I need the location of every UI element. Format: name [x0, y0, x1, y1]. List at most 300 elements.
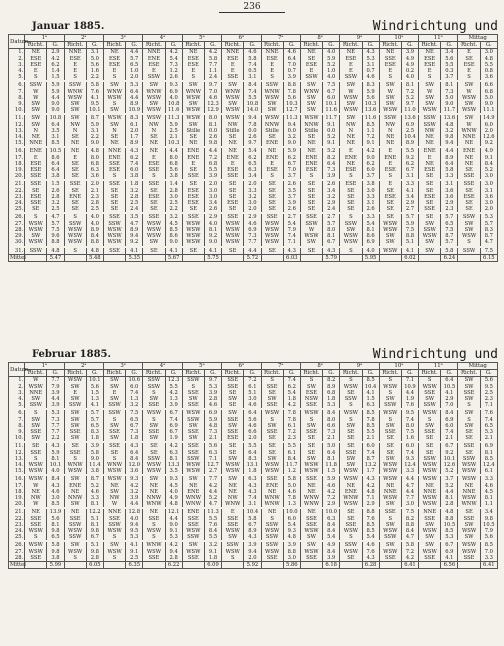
direction-cell: E [458, 68, 480, 74]
speed-cell: 4.0 [47, 468, 64, 474]
direction-cell: SE [261, 200, 283, 206]
direction-cell: SSE [261, 214, 283, 220]
direction-cell: WSW [182, 549, 204, 555]
direction-cell: WSW [419, 233, 441, 239]
direction-cell: NE [261, 489, 283, 495]
speed-cell: 6.0 [323, 95, 340, 101]
direction-cell: SE [379, 206, 401, 212]
speed-cell: 9.5 [480, 384, 497, 390]
speed-cell: 9.8 [441, 134, 458, 140]
hour-header: 5ᵃ [182, 35, 221, 42]
speed-cell: 7.2 [401, 89, 418, 95]
mittel-value: 6.18 [323, 562, 340, 569]
speed-cell: 11.3 [283, 115, 300, 121]
speed-cell: 7.1 [204, 456, 221, 462]
direction-cell: SE [458, 206, 480, 212]
speed-cell: 3.7 [362, 173, 379, 179]
speed-cell: 7.5 [401, 429, 418, 435]
direction-cell: S [300, 173, 322, 179]
speed-cell: 2.5 [165, 200, 182, 206]
direction-cell: SSW [103, 410, 125, 416]
direction-cell: S [143, 173, 165, 179]
speed-cell: 8.4 [323, 528, 340, 534]
speed-cell: 8.8 [47, 239, 64, 245]
speed-cell: 3.8 [86, 468, 103, 474]
direction-cell: ESE [25, 56, 47, 62]
direction-cell: WSW [340, 549, 362, 555]
direction-cell: W [25, 377, 47, 384]
speed-cell: 3.2 [323, 194, 340, 200]
direction-cell: ESE [25, 194, 47, 200]
heading-right: Windrichtung und [372, 347, 498, 362]
direction-cell: SSE [103, 443, 125, 449]
direction-cell: SSW [458, 214, 480, 220]
direction-cell: NE [222, 489, 244, 495]
direction-cell: SW [379, 101, 401, 107]
mittel-value: 5.79 [323, 254, 340, 261]
g-header: G. [362, 42, 379, 49]
direction-cell: SW [300, 95, 322, 101]
g-header: G. [441, 370, 458, 377]
date-cell: 30. [9, 239, 25, 245]
direction-cell: ENE [340, 489, 362, 495]
speed-cell: 5.0 [480, 95, 497, 101]
direction-cell: SE [222, 134, 244, 140]
date-cell: 3. [9, 390, 25, 396]
direction-cell: SSE [25, 450, 47, 456]
direction-cell: SSE [182, 555, 204, 562]
direction-cell: WSW [458, 233, 480, 239]
direction-cell: SE [182, 167, 204, 173]
speed-cell: 9.8 [47, 549, 64, 555]
direction-cell: SE [103, 194, 125, 200]
speed-cell: 0.8 [480, 68, 497, 74]
direction-cell: ENE [143, 56, 165, 62]
speed-cell: 12.2 [86, 509, 103, 515]
direction-cell: S [458, 402, 480, 408]
direction-cell: WSW [340, 468, 362, 474]
speed-cell: 4.8 [362, 489, 379, 495]
speed-cell: 2.8 [126, 194, 143, 200]
direction-cell: W [25, 89, 47, 95]
mittel-value: 5.67 [165, 254, 182, 261]
speed-cell: 7.0 [480, 549, 497, 555]
direction-cell: NNW [300, 122, 322, 128]
table-row [9, 377, 498, 384]
direction-cell: ENE [182, 509, 204, 515]
speed-cell: 5.9 [47, 89, 64, 95]
direction-cell: WSW [340, 239, 362, 245]
direction-cell: W [379, 89, 401, 95]
direction-cell: N [64, 128, 86, 134]
g-header: G. [283, 42, 300, 49]
direction-cell: SSE [103, 161, 125, 167]
speed-cell: 9.5 [86, 101, 103, 107]
speed-cell: 2.6 [204, 134, 221, 140]
direction-cell: SSE [379, 429, 401, 435]
direction-cell: SE [222, 443, 244, 449]
speed-cell: 7.9 [480, 528, 497, 534]
speed-cell: 2.5 [47, 206, 64, 212]
speed-cell: 4.4 [47, 396, 64, 402]
richt-header: Richt. [379, 42, 401, 49]
direction-cell: SSW [25, 248, 47, 255]
speed-cell: 6.4 [283, 56, 300, 62]
direction-cell: SSW [340, 221, 362, 227]
date-cell: 28. [9, 555, 25, 562]
speed-cell: 9.0 [165, 239, 182, 245]
speed-cell: 2.4 [323, 206, 340, 212]
speed-cell: 5.1 [86, 516, 103, 522]
direction-cell: WSW [103, 95, 125, 101]
speed-cell: 10.5 [441, 522, 458, 528]
speed-cell: 10.8 [165, 101, 182, 107]
direction-cell: SW [300, 101, 322, 107]
speed-cell: 3.8 [47, 173, 64, 179]
direction-cell: ENE [379, 155, 401, 161]
speed-cell: 8.4 [323, 549, 340, 555]
direction-cell: SE [222, 181, 244, 187]
speed-cell: 6.0 [126, 167, 143, 173]
speed-cell: 9.1 [480, 155, 497, 161]
direction-cell: S [340, 534, 362, 540]
direction-cell: SE [103, 134, 125, 140]
direction-cell: SW [379, 396, 401, 402]
speed-cell: 4.3 [362, 555, 379, 562]
speed-cell: 8.4 [401, 528, 418, 534]
speed-cell: 3.1 [362, 62, 379, 68]
speed-cell: 7.7 [47, 377, 64, 384]
speed-cell: 8.3 [480, 227, 497, 233]
speed-cell: 5.5 [401, 148, 418, 154]
speed-cell: 4.3 [244, 489, 261, 495]
speed-cell: 9.4 [441, 140, 458, 146]
speed-cell: 8.4 [480, 161, 497, 167]
speed-cell: 5.4 [323, 534, 340, 540]
speed-cell: 9.7 [204, 377, 221, 384]
speed-cell: 8.0 [323, 227, 340, 233]
direction-cell: WSW [419, 495, 441, 501]
speed-cell: 5.8 [244, 516, 261, 522]
speed-cell: 4.4 [204, 148, 221, 154]
direction-cell: NW [379, 122, 401, 128]
direction-cell: WSW [64, 227, 86, 233]
direction-cell: SW [103, 396, 125, 402]
speed-cell: 7.6 [480, 410, 497, 416]
speed-cell: 8.4 [323, 522, 340, 528]
direction-cell: SSE [222, 417, 244, 423]
direction-cell: SW [300, 534, 322, 540]
direction-cell: SW [340, 227, 362, 233]
direction-cell: S [300, 377, 322, 384]
speed-cell: 5.5 [362, 429, 379, 435]
speed-cell: 8.1 [86, 501, 103, 507]
direction-cell: SW [182, 396, 204, 402]
speed-cell: 7.5 [401, 227, 418, 233]
mittel-value: 5.72 [244, 254, 261, 261]
mittel-value: 6.15 [480, 254, 497, 261]
mittel-blank [222, 562, 244, 569]
hour-header: 5ᵃ [182, 363, 221, 370]
speed-cell: 3.2 [126, 188, 143, 194]
g-header: G. [47, 370, 64, 377]
direction-cell: Stille [182, 128, 204, 134]
speed-cell: 7.8 [283, 89, 300, 95]
speed-cell: 4.0 [165, 95, 182, 101]
speed-cell: 3.7 [441, 74, 458, 80]
speed-cell: 5.8 [441, 248, 458, 255]
speed-cell: 3.1 [441, 181, 458, 187]
speed-cell: 1.8 [126, 181, 143, 187]
speed-cell: 7.4 [244, 495, 261, 501]
direction-cell: ESE [25, 167, 47, 173]
direction-cell: SW [340, 423, 362, 429]
speed-cell: 4.1 [401, 188, 418, 194]
direction-cell: S [379, 74, 401, 80]
speed-cell: 8.9 [126, 101, 143, 107]
direction-cell: SW [64, 476, 86, 482]
direction-cell: SSW [300, 221, 322, 227]
speed-cell: 2.1 [165, 134, 182, 140]
speed-cell: 12.3 [204, 101, 221, 107]
speed-cell: 8.9 [86, 227, 103, 233]
direction-cell: SW [261, 396, 283, 402]
direction-cell: WNW [182, 495, 204, 501]
speed-cell: 5.7 [126, 56, 143, 62]
direction-cell: SW [340, 456, 362, 462]
direction-cell: WSW [222, 549, 244, 555]
direction-cell: SSW [419, 115, 441, 121]
speed-cell: 2.9 [441, 200, 458, 206]
speed-cell: 7.7 [204, 62, 221, 68]
direction-cell: WSW [64, 528, 86, 534]
speed-cell: 3.6 [480, 194, 497, 200]
speed-cell: 10.9 [126, 107, 143, 113]
speed-cell: 8.8 [401, 522, 418, 528]
direction-cell: NNE [379, 489, 401, 495]
direction-cell: SW [64, 542, 86, 548]
speed-cell: 5.6 [165, 167, 182, 173]
direction-cell: NW [143, 122, 165, 128]
direction-cell: SSW [419, 227, 441, 233]
direction-cell: SE [261, 206, 283, 212]
direction-cell: ESE [222, 56, 244, 62]
speed-cell: 6.6 [244, 429, 261, 435]
direction-cell: ESE [182, 200, 204, 206]
date-cell: 12. [9, 122, 25, 128]
speed-cell: 4.6 [283, 49, 300, 56]
date-cell: 29. [9, 233, 25, 239]
direction-cell: SW [222, 476, 244, 482]
direction-cell: SW [25, 396, 47, 402]
direction-cell: S [261, 516, 283, 522]
speed-cell: 10.9 [401, 384, 418, 390]
direction-cell: WSW [379, 468, 401, 474]
speed-cell: 3.1 [47, 134, 64, 140]
direction-cell: NE [222, 140, 244, 146]
direction-cell: NE [419, 140, 441, 146]
direction-cell: SSE [64, 181, 86, 187]
speed-cell: 2.3 [441, 206, 458, 212]
g-header: G. [86, 370, 103, 377]
direction-cell: S [25, 214, 47, 220]
speed-cell: 8.5 [441, 528, 458, 534]
direction-cell: SW [261, 423, 283, 429]
date-cell: 22. [9, 188, 25, 194]
direction-cell: SSE [25, 429, 47, 435]
mittel-blank [458, 254, 480, 261]
direction-cell: SW [222, 101, 244, 107]
direction-cell: SSW [261, 542, 283, 548]
direction-cell: S [143, 417, 165, 423]
direction-cell: NW [25, 495, 47, 501]
direction-cell: WSW [379, 528, 401, 534]
speed-cell: 5.9 [323, 56, 340, 62]
speed-cell: 9.2 [441, 450, 458, 456]
direction-cell: WSW [379, 227, 401, 233]
speed-cell: 3.4 [401, 194, 418, 200]
direction-cell: SW [64, 107, 86, 113]
direction-cell: SW [64, 410, 86, 416]
direction-cell: WSW [261, 462, 283, 468]
direction-cell: SSW [261, 534, 283, 540]
direction-cell: WSW [222, 239, 244, 245]
direction-cell: WSW [182, 462, 204, 468]
direction-cell: WSW [300, 462, 322, 468]
speed-cell: 6.5 [244, 161, 261, 167]
speed-cell: 2.6 [165, 74, 182, 80]
speed-cell: 1.7 [126, 134, 143, 140]
speed-cell: 8.7 [362, 456, 379, 462]
g-header: G. [126, 42, 143, 49]
speed-cell: 8.4 [441, 410, 458, 416]
direction-cell: SSE [103, 429, 125, 435]
direction-cell: S [300, 417, 322, 423]
speed-cell: 4.4 [401, 489, 418, 495]
speed-cell: 11.3 [204, 509, 221, 515]
speed-cell: 2.1 [204, 435, 221, 441]
direction-cell: SE [103, 200, 125, 206]
direction-cell: E [182, 68, 204, 74]
direction-cell: SSE [143, 516, 165, 522]
direction-cell: WSW [222, 95, 244, 101]
direction-cell: W [25, 95, 47, 101]
mittel-blank [143, 254, 165, 261]
direction-cell: WNW [182, 89, 204, 95]
direction-cell: WSW [103, 115, 125, 121]
mittel-blank [64, 562, 86, 569]
speed-cell: 5.1 [86, 542, 103, 548]
speed-cell: 3.6 [86, 173, 103, 179]
speed-cell: 10.4 [401, 134, 418, 140]
direction-cell: SE [379, 200, 401, 206]
direction-cell: NNE [458, 134, 480, 140]
direction-cell: S [25, 534, 47, 540]
date-cell: 21. [9, 509, 25, 515]
date-cell: 2. [9, 384, 25, 390]
direction-cell: SW [222, 534, 244, 540]
speed-cell: 2.8 [165, 555, 182, 562]
direction-cell: NW [419, 128, 441, 134]
direction-cell: SSE [458, 443, 480, 449]
g-header: G. [47, 42, 64, 49]
speed-cell: 2.0 [244, 435, 261, 441]
speed-cell: 1.8 [244, 468, 261, 474]
speed-cell: 2.2 [165, 206, 182, 212]
speed-cell: 4.7 [401, 534, 418, 540]
direction-cell: NE [25, 49, 47, 56]
mittel-blank [419, 254, 441, 261]
speed-cell: 10.0 [283, 509, 300, 515]
speed-cell: 10.6 [126, 377, 143, 384]
direction-cell: SE [143, 188, 165, 194]
speed-cell: 7.4 [401, 417, 418, 423]
speed-cell: 2.7 [283, 214, 300, 220]
direction-cell: NW [222, 122, 244, 128]
speed-cell: 7.2 [362, 134, 379, 140]
speed-cell: 5.7 [480, 221, 497, 227]
speed-cell: 7.8 [283, 495, 300, 501]
speed-cell: 8.4 [244, 82, 261, 88]
speed-cell: 3.1 [86, 49, 103, 56]
direction-cell: ENE [340, 155, 362, 161]
direction-cell: WNW [64, 89, 86, 95]
mittel-label: Mittel [10, 254, 26, 261]
direction-cell: N [25, 128, 47, 134]
direction-cell: SW [340, 101, 362, 107]
speed-cell: 14.0 [244, 107, 261, 113]
speed-cell: 5.5 [204, 167, 221, 173]
speed-cell: 5.8 [401, 542, 418, 548]
direction-cell: NNE [222, 49, 244, 56]
direction-cell: SSW [25, 82, 47, 88]
direction-cell: WSW [64, 95, 86, 101]
direction-cell: ESE [222, 435, 244, 441]
speed-cell: 6.2 [244, 155, 261, 161]
speed-cell: 2.1 [86, 188, 103, 194]
speed-cell: 8.9 [323, 384, 340, 390]
direction-cell: WNW [300, 495, 322, 501]
speed-cell: 13.1 [244, 462, 261, 468]
speed-cell: 2.5 [401, 128, 418, 134]
direction-cell: E [419, 155, 441, 161]
direction-cell: NW [340, 122, 362, 128]
speed-cell: 1.2 [165, 68, 182, 74]
direction-cell: NE [379, 49, 401, 56]
direction-cell: SW [458, 410, 480, 416]
speed-cell: 12.1 [165, 509, 182, 515]
direction-cell: S [340, 248, 362, 255]
speed-cell: 5.2 [323, 62, 340, 68]
direction-cell: SW [222, 396, 244, 402]
direction-cell: SSE [182, 173, 204, 179]
speed-cell: 4.7 [47, 214, 64, 220]
speed-cell: 1.8 [323, 396, 340, 402]
speed-cell: 2.6 [362, 206, 379, 212]
speed-cell: 5.3 [441, 534, 458, 540]
direction-cell: WNW [222, 89, 244, 95]
direction-cell: SW [222, 82, 244, 88]
direction-cell: WSW [222, 462, 244, 468]
mittel-blank [222, 254, 244, 261]
direction-cell: WSW [419, 549, 441, 555]
speed-cell: 7.7 [47, 429, 64, 435]
speed-cell: 6.7 [401, 167, 418, 173]
direction-cell: SE [64, 188, 86, 194]
direction-cell: ENE [458, 148, 480, 154]
direction-cell: SE [64, 173, 86, 179]
direction-cell: SW [182, 435, 204, 441]
